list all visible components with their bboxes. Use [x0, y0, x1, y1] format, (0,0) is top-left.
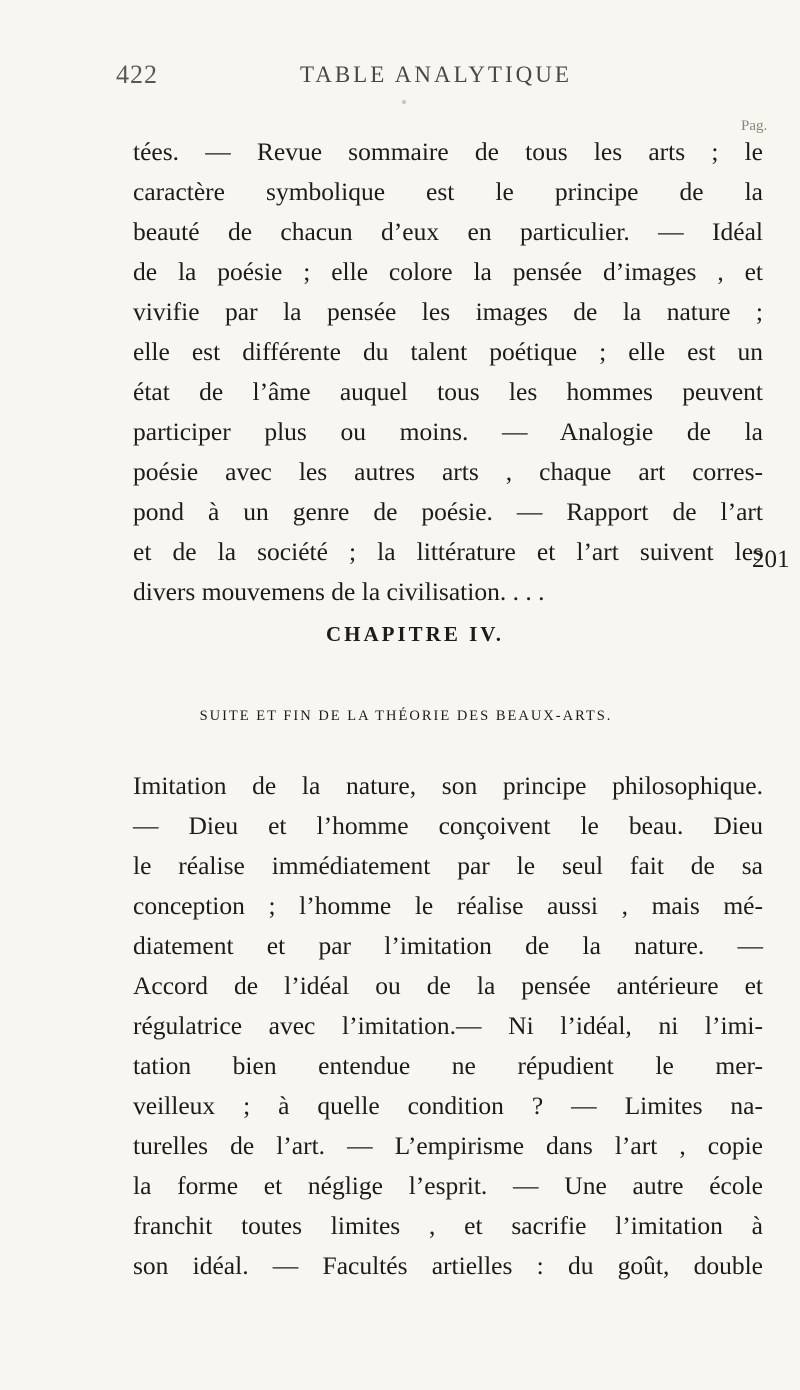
page-number: 422 — [116, 60, 158, 89]
text-line: caractère symbolique est le principe de la — [133, 177, 763, 206]
text-line: le réalise immédiatement par le seul fait de sa — [133, 851, 763, 880]
text-line: Imitation de la nature, son principe philosophique. — [133, 771, 763, 800]
text-line: participer plus ou moins. — Analogie de la — [133, 417, 763, 446]
pag-column-label: Pag. — [741, 118, 768, 134]
text-line: régulatrice avec l’imitation.— Ni l’idéal, ni l’imi- — [133, 1011, 763, 1040]
header-dot — [402, 100, 406, 104]
chapter-subtitle: SUITE ET FIN DE LA THÉORIE DES BEAUX-ARTS. — [199, 708, 613, 724]
text-line: turelles de l’art. — L’empirisme dans l’art , copie — [133, 1131, 763, 1160]
text-line: son idéal. — Facultés artielles : du goût, double — [133, 1251, 763, 1280]
text-line: vivifie par la pensée les images de la nature ; — [133, 297, 763, 326]
text-line: tées. — Revue sommaire de tous les arts ; le — [133, 137, 763, 166]
text-line: état de l’âme auquel tous les hommes peuvent — [133, 377, 763, 406]
text-line: la forme et néglige l’esprit. — Une autre école — [133, 1171, 763, 1200]
text-line: veilleux ; à quelle condition ? — Limites na- — [133, 1091, 763, 1120]
running-head: TABLE ANALYTIQUE — [300, 62, 572, 87]
text-line: poésie avec les autres arts , chaque art corres- — [133, 457, 763, 486]
text-line: conception ; l’homme le réalise aussi , mais mé- — [133, 891, 763, 920]
text-line: de la poésie ; elle colore la pensée d’images , et — [133, 257, 763, 286]
chapter-title: CHAPITRE IV. — [326, 622, 504, 646]
entry-page-reference: 201 — [752, 546, 790, 573]
text-line: pond à un genre de poésie. — Rapport de l’art — [133, 497, 763, 526]
text-line: — Dieu et l’homme conçoivent le beau. Dieu — [133, 811, 763, 840]
text-line: tation bien entendue ne répudient le mer- — [133, 1051, 763, 1080]
text-line: elle est différente du talent poétique ; elle est un — [133, 337, 763, 366]
text-line: diatement et par l’imitation de la nature. — — [133, 931, 763, 960]
text-line: et de la société ; la littérature et l’art suivent les — [133, 537, 763, 566]
text-line: beauté de chacun d’eux en particulier. — Idéal — [133, 217, 763, 246]
text-line: franchit toutes limites , et sacrifie l’imitation à — [133, 1211, 763, 1240]
text-line: divers mouvemens de la civilisation. . . . — [133, 577, 545, 606]
text-line: Accord de l’idéal ou de la pensée antérieure et — [133, 971, 763, 1000]
entry-text-2 — [133, 766, 763, 1286]
entry-text-1 — [133, 132, 763, 612]
